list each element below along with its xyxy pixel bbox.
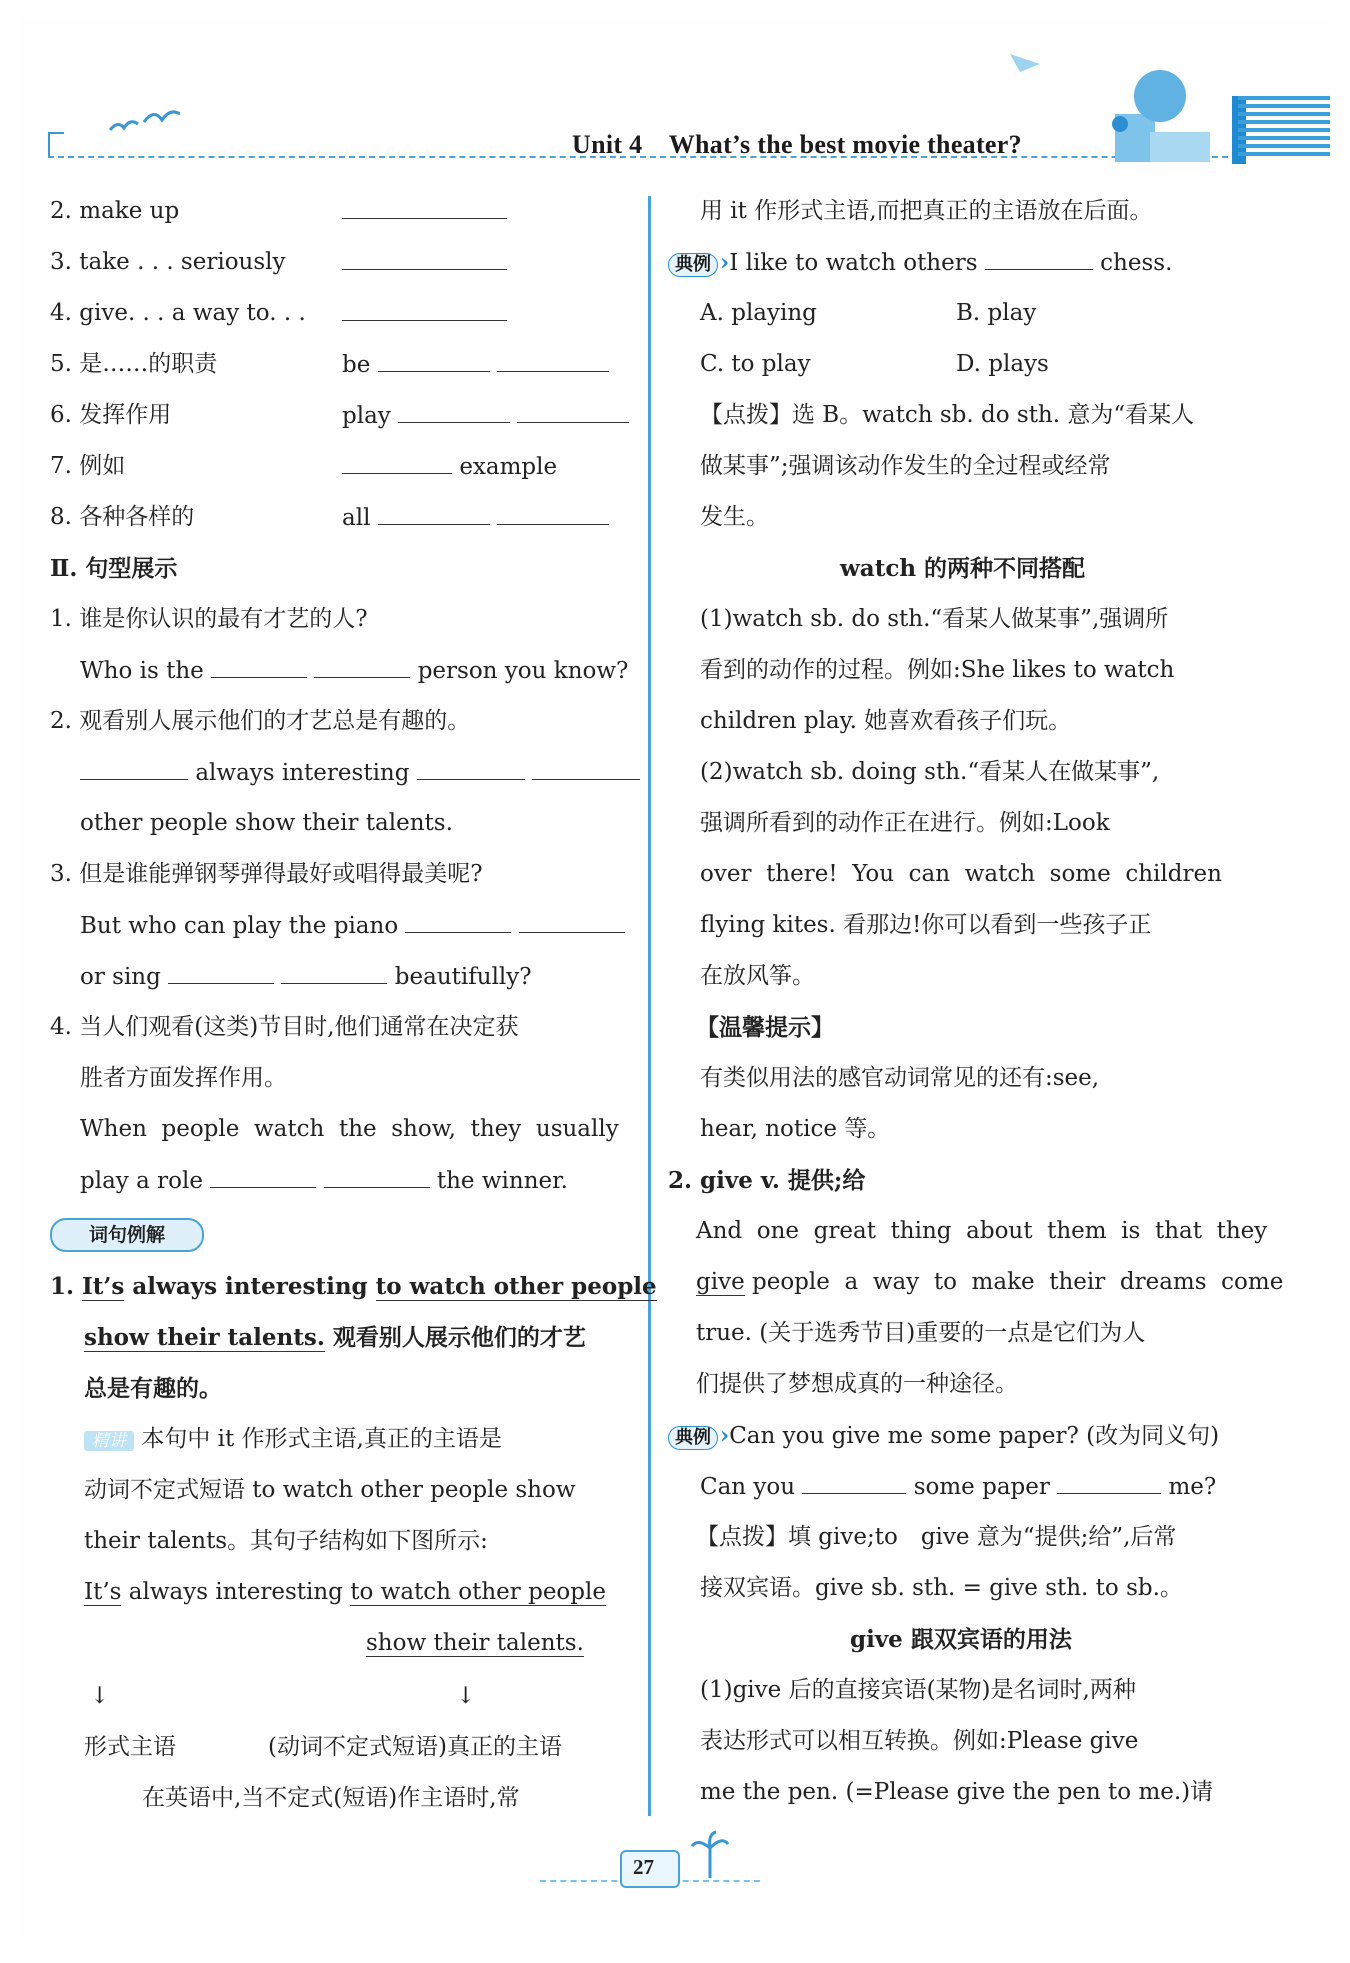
dianbo-text: 做某事”;强调该动作发生的全过程或经常 [700, 453, 1111, 479]
answer-blank[interactable] [324, 1167, 430, 1188]
tip-text: hear, notice 等。 [700, 1116, 891, 1142]
dianli-badge: 典例 [668, 253, 718, 277]
birds-icon [100, 100, 180, 140]
sentence-en: But who can play the piano [80, 912, 625, 941]
explanation: 动词不定式短语 to watch other people show [84, 1477, 576, 1503]
explanation: (1)give 后的直接宾语(某物)是名词时,两种 [700, 1677, 1136, 1703]
answer-blank[interactable] [210, 1167, 316, 1188]
answer-blank[interactable] [398, 402, 510, 423]
answer-blank[interactable] [519, 912, 625, 933]
answer-blank[interactable] [1057, 1473, 1161, 1494]
example-sentence: 们提供了梦想成真的一种途径。 [696, 1371, 1018, 1397]
jingjiang-tag: 精讲 [84, 1431, 134, 1451]
answer-blank[interactable] [314, 657, 410, 678]
explanation: (2)watch sb. doing sth.“看某人在做某事”, [700, 759, 1160, 785]
explanation: 看到的动作的过程。例如:She likes to watch [700, 657, 1175, 683]
tip-text: 有类似用法的感官动词常见的还有:see, [700, 1065, 1100, 1091]
subheading: give 跟双宾语的用法 [850, 1626, 1072, 1653]
dianli-badge: 典例 [668, 1426, 718, 1450]
palm-tree-icon [690, 1830, 730, 1880]
answer-blank[interactable] [342, 453, 452, 474]
explanation: me the pen. (=Please give the pen to me.)请 [700, 1779, 1214, 1805]
explanation: (1)watch sb. do sth.“看某人做某事”,强调所 [700, 606, 1169, 632]
explanation: 表达形式可以相互转换。例如:Please give [700, 1728, 1139, 1754]
answer-blank[interactable] [405, 912, 511, 933]
sentence-en: play a role the winner. [80, 1168, 568, 1194]
phrase-item: 4. give. . . a way to. . . [50, 300, 306, 326]
sentence-en: always interesting [80, 759, 640, 788]
example-sentence: show their talents. 观看别人展示他们的才艺 [84, 1324, 586, 1351]
option-c[interactable]: C. to play [700, 351, 811, 377]
phrase-item: 2. make up [50, 198, 180, 224]
example-sentence: 1. It’s always interesting to watch other people [50, 1273, 657, 1300]
structure-diagram-line: It’s always interesting to watch other people [84, 1579, 606, 1605]
option-b[interactable]: B. play [956, 300, 1037, 326]
example-question: Can you some paper me? [700, 1474, 1217, 1500]
explanation: 在放风筝。 [700, 963, 815, 989]
phrase-item: 3. take . . . seriously [50, 249, 286, 275]
phrase-item: 6. 发挥作用 [50, 402, 172, 428]
subheading: watch 的两种不同搭配 [840, 555, 1086, 582]
entry-heading: 2. give v. 提供;给 [668, 1167, 866, 1194]
example-sentence: give people a way to make their dreams come [696, 1269, 1284, 1295]
answer-blank[interactable] [378, 351, 490, 372]
example-sentence: 总是有趣的。 [84, 1375, 222, 1402]
dianbo-text: 发生。 [700, 504, 769, 530]
explanation: over there! You can watch some children [700, 861, 1222, 887]
sentence-en: or sing beautifully? [80, 964, 532, 990]
structure-label: (动词不定式短语)真正的主语 [268, 1734, 562, 1760]
structure-diagram-line: show their talents. [366, 1630, 584, 1656]
phrase-item: 5. 是……的职责 [50, 351, 218, 377]
answer-blank[interactable] [417, 759, 525, 780]
sentence-en: When people watch the show, they usually [80, 1116, 619, 1142]
answer-blank[interactable] [985, 249, 1093, 270]
explanation: 强调所看到的动作正在进行。例如:Look [700, 810, 1110, 836]
answer-blank[interactable] [80, 759, 188, 780]
phrase-item: 7. 例如 [50, 453, 126, 479]
sentence-en: Who is the person you know? [80, 658, 629, 684]
dianbo-text: 【点拨】填 give;to give 意为“提供;给”,后常 [696, 1524, 1177, 1550]
answer-blank[interactable] [517, 402, 629, 423]
explanation: 在英语中,当不定式(短语)作主语时,常 [142, 1785, 520, 1811]
option-a[interactable]: A. playing [700, 300, 817, 326]
example-question: 典例 ›Can you give me some paper? (改为同义句) [668, 1422, 1219, 1451]
example-sentence: true. (关于选秀节目)重要的一点是它们为人 [696, 1320, 1146, 1346]
explanation: flying kites. 看那边!你可以看到一些孩子正 [700, 912, 1152, 938]
answer-blank[interactable] [342, 249, 507, 270]
sentence-cn: 3. 但是谁能弹钢琴弹得最好或唱得最美呢? [50, 861, 483, 887]
arrow-down-icon: ↓ [90, 1683, 110, 1709]
header-title: Unit 4 What’s the best movie theater? [572, 130, 1022, 159]
answer-blank[interactable] [497, 504, 609, 525]
section-heading: Ⅱ. 句型展示 [50, 555, 178, 582]
explanation: children play. 她喜欢看孩子们玩。 [700, 708, 1072, 734]
header-stripes [1238, 96, 1330, 162]
section-pill-label: 词句例解 [50, 1218, 204, 1252]
answer-blank[interactable] [168, 963, 274, 984]
phrase-item: 8. 各种各样的 [50, 504, 195, 530]
tip-heading: 【温馨提示】 [696, 1014, 834, 1041]
explanation: their talents。其句子结构如下图所示: [84, 1528, 488, 1554]
explanation: 精讲 本句中 it 作形式主语,真正的主语是 [84, 1426, 502, 1454]
page-number: 27 [633, 1855, 654, 1879]
sentence-en: other people show their talents. [80, 810, 453, 836]
example-question: 典例 ›I like to watch others chess. [668, 249, 1172, 278]
answer-blank[interactable] [281, 963, 387, 984]
dianbo-text: 【点拨】选 B。watch sb. do sth. 意为“看某人 [700, 402, 1195, 428]
sentence-cn: 4. 当人们观看(这类)节目时,他们通常在决定获 [50, 1014, 519, 1040]
answer-blank[interactable] [378, 504, 490, 525]
sentence-cn: 2. 观看别人展示他们的才艺总是有趣的。 [50, 708, 471, 734]
answer-blank[interactable] [497, 351, 609, 372]
answer-blank[interactable] [342, 300, 507, 321]
explanation: 用 it 作形式主语,而把真正的主语放在后面。 [700, 198, 1153, 224]
header-illustration [1000, 44, 1230, 164]
example-sentence: And one great thing about them is that they [696, 1218, 1268, 1244]
answer-blank[interactable] [342, 198, 507, 219]
answer-blank[interactable] [532, 759, 640, 780]
sentence-cn: 1. 谁是你认识的最有才艺的人? [50, 606, 368, 632]
answer-blank[interactable] [211, 657, 307, 678]
header-corner [48, 132, 64, 158]
answer-blank[interactable] [802, 1473, 906, 1494]
option-d[interactable]: D. plays [956, 351, 1049, 377]
sentence-cn: 胜者方面发挥作用。 [80, 1065, 287, 1091]
arrow-down-icon: ↓ [456, 1683, 476, 1709]
dianbo-text: 接双宾语。give sb. sth. = give sth. to sb.。 [700, 1575, 1183, 1601]
structure-label: 形式主语 [84, 1734, 176, 1760]
column-divider [648, 196, 651, 1816]
